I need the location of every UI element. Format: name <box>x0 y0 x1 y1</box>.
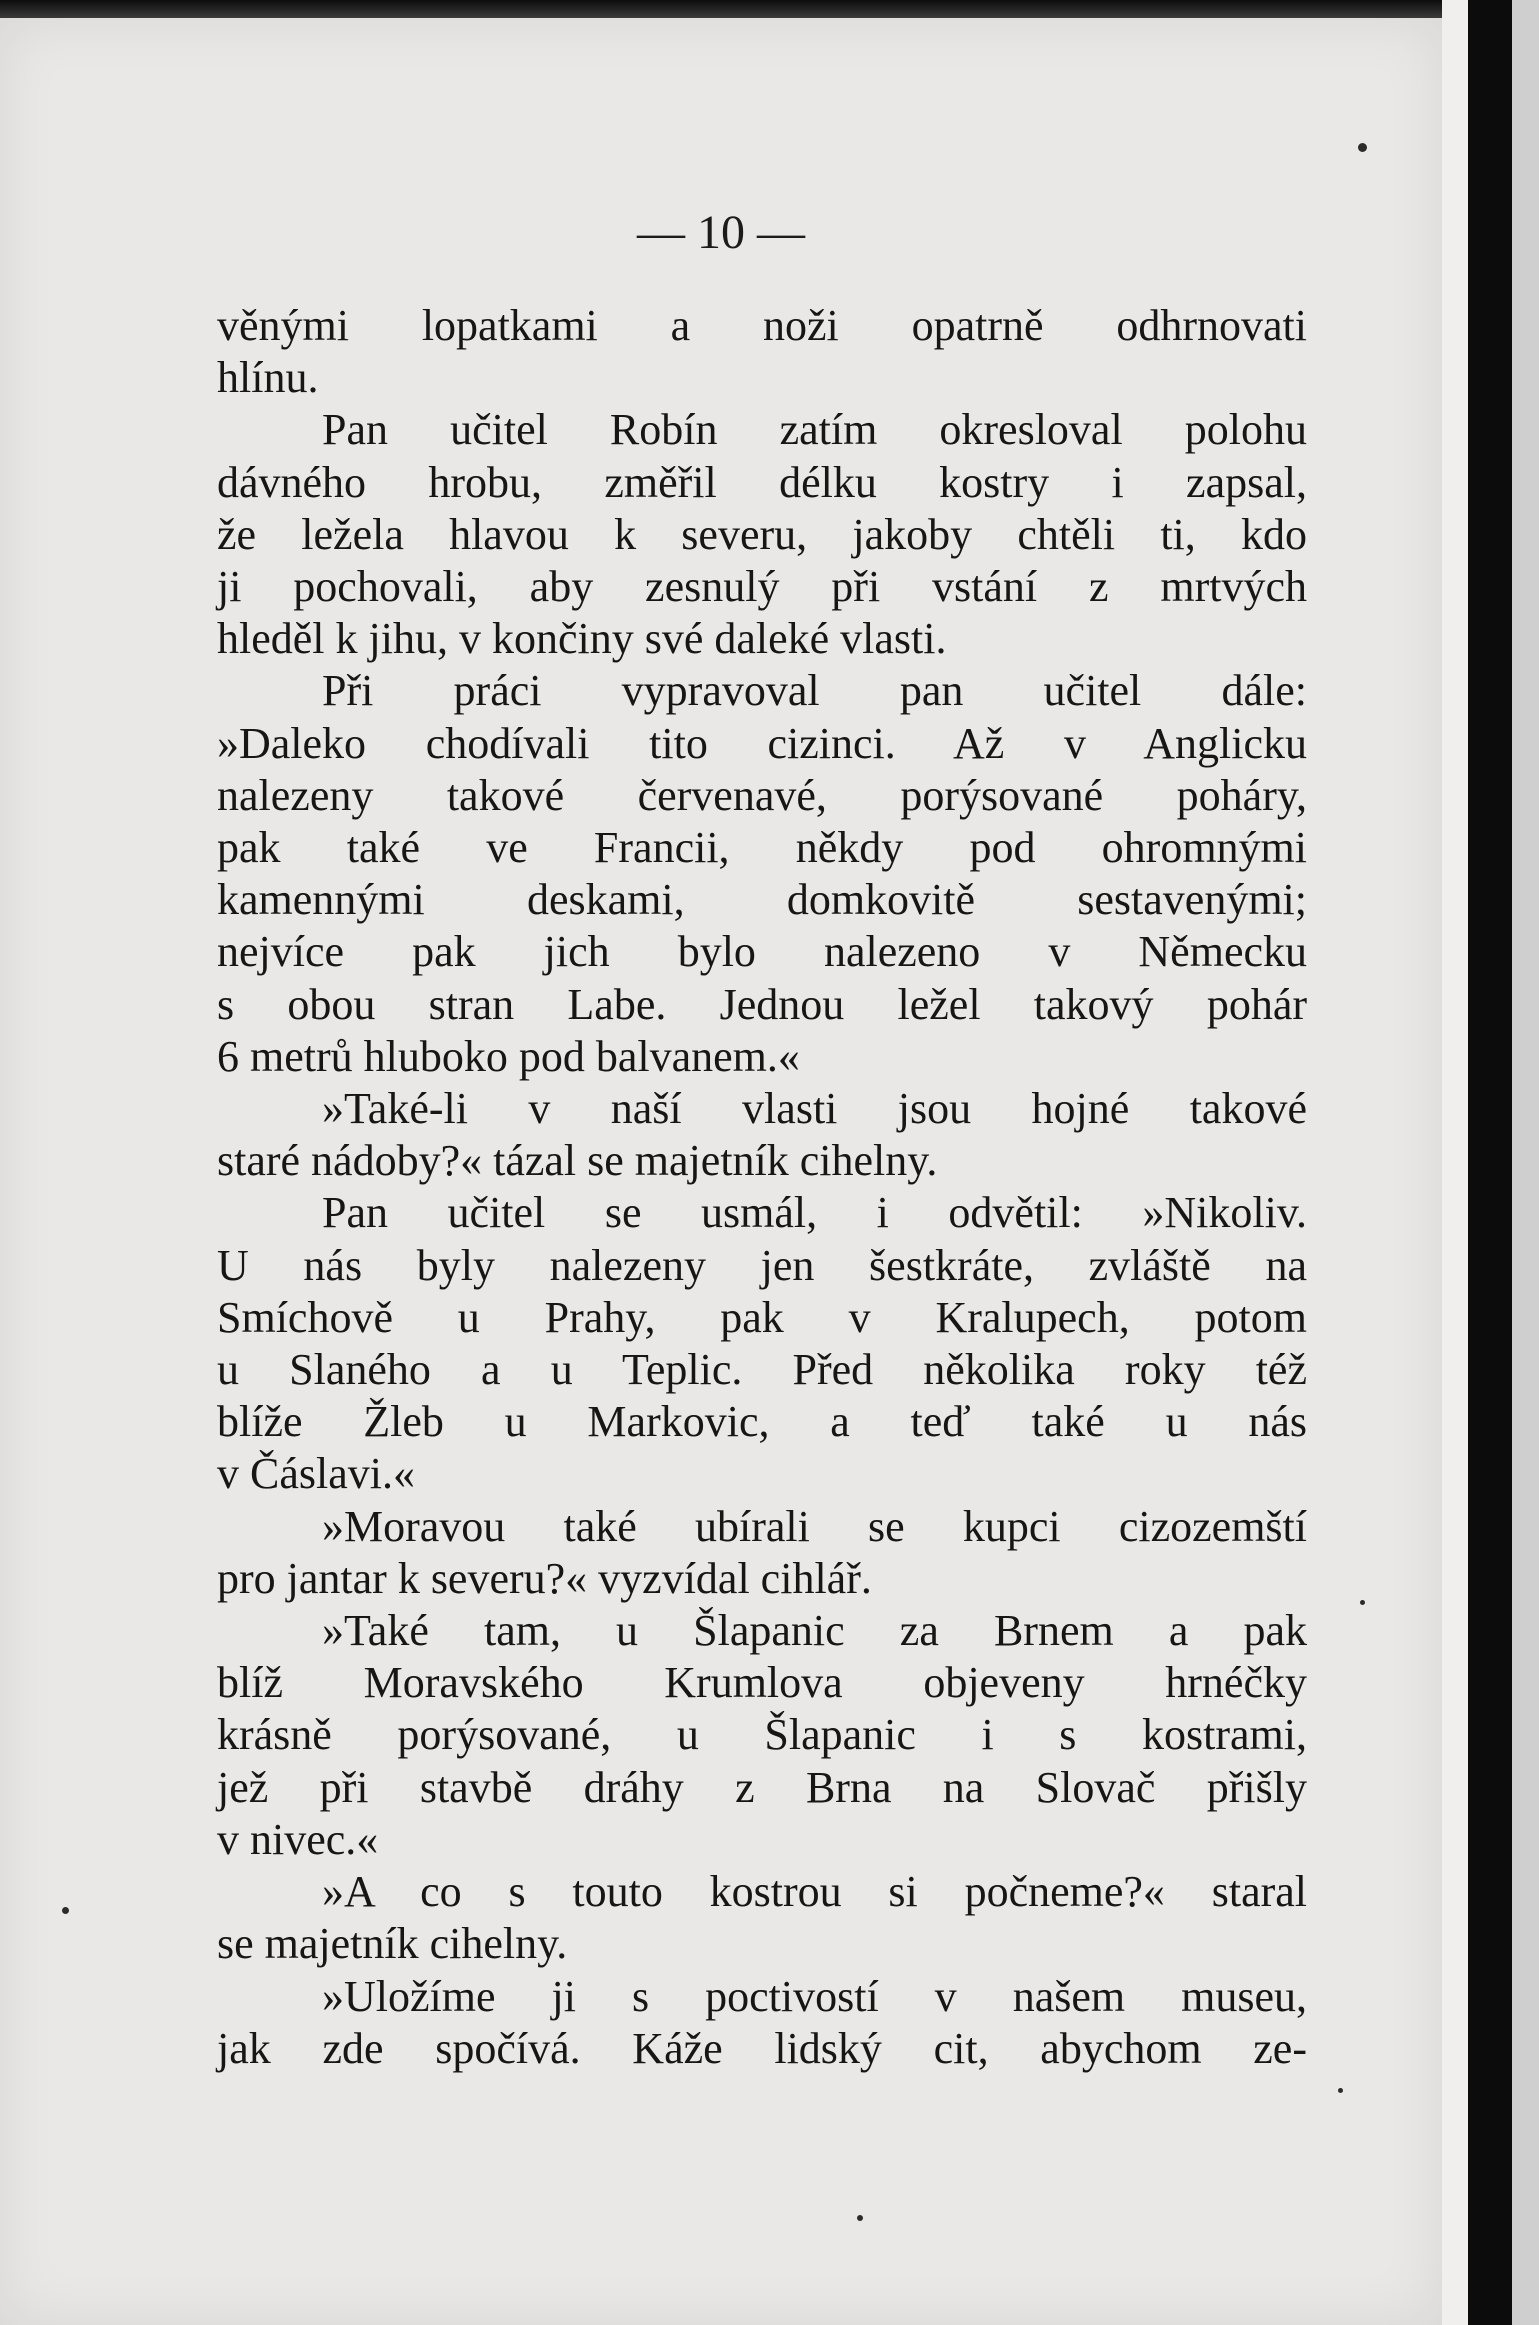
text-line: jak zde spočívá. Káže lidský cit, abychom ze- <box>217 2023 1307 2073</box>
text-line: v nivec.« <box>217 1814 379 1864</box>
text-line: »A co s touto kostrou si počneme?« staral <box>322 1867 1307 1917</box>
text-line: pak také ve Francii, někdy pod ohromnými <box>217 823 1307 873</box>
scan-binding-edge <box>1468 0 1539 2325</box>
scan-speck <box>857 2215 863 2221</box>
page-body-text <box>217 300 1307 2075</box>
scan-speck <box>62 1907 69 1914</box>
text-line: »Také tam, u Šlapanic za Brnem a pak <box>322 1606 1307 1656</box>
text-line: kamennými deskami, domkovitě sestavenými; <box>217 875 1307 925</box>
scan-speck <box>1338 2088 1343 2093</box>
page-number: — 10 — <box>637 206 805 259</box>
text-line: blíže Žleb u Markovic, a teď také u nás <box>217 1397 1307 1447</box>
text-line: krásně porýsované, u Šlapanic i s kostrami, <box>217 1710 1307 1760</box>
text-line: s obou stran Labe. Jednou ležel takový pohár <box>217 979 1307 1029</box>
text-line: věnými lopatkami a noži opatrně odhrnovati <box>217 301 1307 350</box>
text-line: Pan učitel Robín zatím okresloval polohu <box>322 405 1307 455</box>
text-line: 6 metrů hluboko pod balvanem.« <box>217 1031 800 1081</box>
text-line: »Daleko chodívali tito cizinci. Až v Anglicku <box>217 718 1307 768</box>
text-line: Pan učitel se usmál, i odvětil: »Nikoliv. <box>322 1188 1307 1238</box>
text-line: že ležela hlavou k severu, jakoby chtěli ti, kdo <box>217 509 1307 559</box>
text-line: nalezeny takové červenavé, porýsované poháry, <box>217 770 1307 820</box>
page-top-shadow <box>0 0 1442 18</box>
text-line: »Moravou také ubírali se kupci cizozemští <box>322 1501 1307 1551</box>
text-line: Při práci vypravoval pan učitel dále: <box>322 666 1307 716</box>
page-right-margin <box>1442 0 1468 2325</box>
scan-speck <box>1360 1600 1365 1605</box>
text-line: nejvíce pak jich bylo nalezeno v Německu <box>217 927 1307 977</box>
text-line: ji pochovali, aby zesnulý při vstání z mrtvých <box>217 562 1307 612</box>
text-line: U nás byly nalezeny jen šestkráte, zvláště na <box>217 1240 1307 1290</box>
scan-speck <box>1358 143 1367 152</box>
text-line: »Uložíme ji s poctivostí v našem museu, <box>322 1971 1307 2021</box>
text-line: blíž Moravského Krumlova objeveny hrnéčky <box>217 1658 1307 1708</box>
text-line: dávného hrobu, změřil délku kostry i zapsal, <box>217 457 1307 507</box>
text-line: »Také-li v naší vlasti jsou hojné takové <box>322 1084 1307 1134</box>
text-line: u Slaného a u Teplic. Před několika roky též <box>217 1345 1307 1395</box>
text-line: se majetník cihelny. <box>217 1919 568 1969</box>
text-line: Smíchově u Prahy, pak v Kralupech, potom <box>217 1292 1307 1342</box>
text-line: hleděl k jihu, v končiny své daleké vlasti. <box>217 614 947 664</box>
scan-binding-lip <box>1512 0 1539 2325</box>
text-line: v Čáslavi.« <box>217 1449 415 1499</box>
text-line: hlínu. <box>217 353 319 403</box>
text-line: jež při stavbě dráhy z Brna na Slovač přišly <box>217 1762 1307 1812</box>
text-line: pro jantar k severu?« vyzvídal cihlář. <box>217 1553 872 1603</box>
text-line: staré nádoby?« tázal se majetník cihelny. <box>217 1136 938 1186</box>
